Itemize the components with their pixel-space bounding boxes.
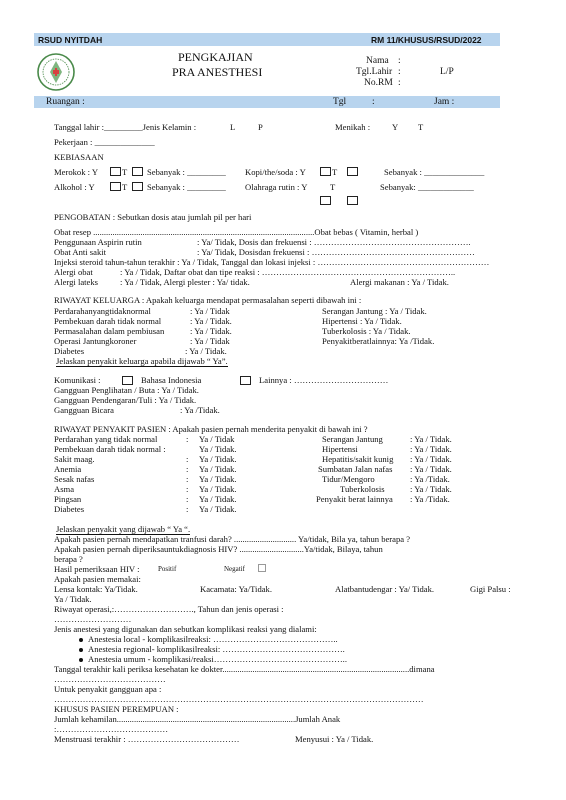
- perempuan-heading: KHUSUS PASIEN PEREMPUAN :: [54, 704, 179, 714]
- form-code: RM 11/KHUSUS/RSUD/2022: [371, 35, 482, 45]
- tgl-lahir-label: Tgl.Lahir: [356, 67, 393, 77]
- no-rm-colon: :: [398, 78, 401, 88]
- tgl-label: Tgl: [333, 97, 347, 107]
- rp-left-value: Ya / Tidak.: [199, 504, 237, 514]
- rk-jelaskan: Jelaskan penyakit keluarga apabila dijawab “ Ya”.: [56, 356, 228, 366]
- rp-right-value: : Ya /Tidak.: [410, 494, 450, 504]
- hospital-name: RSUD NYITDAH: [38, 35, 103, 45]
- nama-label: Nama: [366, 56, 389, 66]
- ruangan-label: Ruangan :: [46, 97, 85, 107]
- berapa-label: berapa ?: [54, 554, 83, 564]
- merokok-t: T: [122, 167, 128, 177]
- tanggal-lahir-field: Tanggal lahir :_________Jenis Kelamin :: [54, 122, 197, 132]
- rp-left-label: Pembekuan darah tidak normal :: [54, 444, 166, 454]
- rp-right-value: : Ya / Tidak.: [410, 434, 452, 444]
- alkohol-t-checkbox[interactable]: [132, 182, 143, 191]
- rp-left-label: Perdarahan yang tidak normal: [54, 434, 158, 444]
- tgl-colon: :: [372, 97, 375, 107]
- menikah-t: T: [418, 122, 424, 132]
- operasi-dots: ………………………: [54, 614, 132, 624]
- gigi-palsu: Gigi Palsu :: [470, 584, 511, 594]
- rp-right-value: : Ya / Tidak.: [410, 464, 452, 474]
- kacamata: Kacamata: Ya/Tidak.: [200, 584, 273, 594]
- rp-right-label: Penyakit berat lainnya: [316, 494, 393, 504]
- rp-right-label: Tidur/Mengoro: [322, 474, 375, 484]
- rk-left-value: : Ya / Tidak: [190, 306, 230, 316]
- jenis-anestesi: Jenis anestesi yang digunakan dan sebutkan komplikasi reaksi yang dialami:: [54, 624, 317, 634]
- kopi-t: T: [332, 167, 338, 177]
- merokok-sebanyak: Sebanyak : _________: [147, 167, 226, 177]
- alkohol-t: T: [122, 182, 128, 192]
- rp-left-colon: :: [186, 494, 189, 504]
- rk-left-value: : Ya / Tidak.: [185, 346, 227, 356]
- hiv-negatif-checkbox[interactable]: [258, 564, 266, 572]
- title-line2: PRA ANESTHESI: [172, 65, 263, 79]
- memakai-label: Apakah pasien memakai:: [54, 574, 141, 584]
- pengobatan-heading: PENGOBATAN : Sebutkan dosis atau jumlah pil per hari: [54, 212, 252, 222]
- riwayat-operasi: Riwayat operasi,:………………………., Tahun dan jenis operasi :: [54, 604, 284, 614]
- no-rm-label: No.RM: [364, 78, 393, 88]
- rk-left-value: : Ya / Tidak.: [190, 326, 232, 336]
- obat-resep: Obat resep .......................................................................................................Obat bebas ( Vitamin, herbal ): [54, 227, 419, 237]
- rp-left-label: Asma: [54, 484, 75, 494]
- jam-label: Jam :: [434, 97, 455, 107]
- rp-right-label: Serangan Jantung: [322, 434, 383, 444]
- rp-right-label: Sumbatan Jalan nafas: [318, 464, 393, 474]
- alat-bantu-dengar: Alatbantudengar : Ya/ Tidak.: [335, 584, 435, 594]
- hospital-logo-icon: [36, 52, 76, 92]
- rk-left-label: Permasalahan dalam pembiusan: [54, 326, 165, 336]
- kopi-label: Kopi/the/soda : Y: [245, 167, 306, 177]
- rp-left-colon: :: [186, 464, 189, 474]
- bullet-icon: [79, 638, 83, 642]
- rp-right-value: : Ya / Tidak.: [410, 444, 452, 454]
- rp-left-value: Ya / Tidak.: [199, 454, 237, 464]
- rp-left-colon: :: [186, 484, 189, 494]
- rp-left-label: Pingsan: [54, 494, 82, 504]
- tanggal-periksa: Tanggal terakhir kali periksa kesehatan ke dokter.......................................................................................dimana: [54, 664, 435, 674]
- hiv-positif: Positif: [158, 565, 177, 573]
- alergi-makanan: Alergi makanan : Ya / Tidak.: [350, 277, 449, 287]
- gangguan-bicara: Gangguan Bicara: [54, 405, 114, 415]
- menyusui: Menyusui : Ya / Tidak.: [295, 734, 374, 744]
- anestesi-umum: Anestesia umum - komplikasi/reaksi………………………………………..: [88, 654, 347, 664]
- bullet-icon: [79, 648, 83, 652]
- gangguan-pendengaran: Gangguan Pendengaran/Tuli : Ya / Tidak.: [54, 395, 197, 405]
- alergi-obat-value: : Ya / Tidak, Daftar obat dan tipe reaksi : …………………………………………………………..: [120, 267, 456, 277]
- bahasa-indonesia-label: Bahasa Indonesia: [141, 375, 202, 385]
- title-line1: PENGKAJIAN: [178, 50, 253, 64]
- bullet-icon: [79, 658, 83, 662]
- rp-right-label: Hipertensi: [322, 444, 358, 454]
- rp-left-value: Ya / Tidak.: [199, 464, 237, 474]
- menikah-y: Y: [392, 122, 399, 132]
- alergi-lateks-label: Alergi lateks: [54, 277, 98, 287]
- pekerjaan-field: Pekerjaan : ______________: [54, 137, 155, 147]
- nama-colon: :: [398, 56, 401, 66]
- gender-l: L: [230, 122, 236, 132]
- kopi-t-checkbox[interactable]: [347, 167, 358, 176]
- rp-right-value: : Ya / Tidak.: [410, 454, 452, 464]
- rp-right-label: Tuberkolosis: [340, 484, 385, 494]
- hasil-hiv-label: Hasil pemeriksaan HIV :: [54, 564, 140, 574]
- rp-left-colon: :: [186, 474, 189, 484]
- tgl-lahir-colon: :: [398, 67, 401, 77]
- steroid-line: Injeksi steroid tahun-tahun terakhir : Ya / Tidak, Tanggal dan lokasi injeksi : ……………………………………………………: [54, 257, 490, 267]
- riwayat-keluarga-heading: RIWAYAT KELUARGA : Apakah keluarga mendapat permasalahan seperti dibawah ini :: [54, 295, 362, 305]
- gigi-palsu-value: Ya / Tidak.: [54, 594, 92, 604]
- merokok-y-checkbox[interactable]: [110, 167, 121, 176]
- rp-left-value: Ya / Tidak.: [199, 494, 237, 504]
- jumlah-kehamilan: Jumlah kehamilan...................................................................................Jumlah Anak: [54, 714, 341, 724]
- alkohol-sebanyak: Sebanyak : _________: [147, 182, 226, 192]
- anti-sakit-label: Obat Anti sakit: [54, 247, 107, 257]
- rp-left-label: Diabetes: [54, 504, 85, 514]
- rk-right-item: Penyakitberatlainnya: Ya /Tidak.: [322, 336, 435, 346]
- lensa-kontak: Lensa kontak: Ya/Tidak.: [54, 584, 138, 594]
- kopi-sebanyak: Sebanyak : ______________: [384, 167, 485, 177]
- gangguan-penglihatan: Gangguan Penglihatan / Buta : Ya / Tidak.: [54, 385, 199, 395]
- jumlah-anak-dots: :…………………………………: [54, 724, 169, 734]
- rk-left-value: : Ya / Tidak: [190, 336, 230, 346]
- olahraga-label: Olahraga rutin : Y: [245, 182, 308, 192]
- alergi-obat-label: Alergi obat: [54, 267, 93, 277]
- alergi-lateks-value: : Ya / Tidak, Alergi plester : Ya/ tidak.: [120, 277, 250, 287]
- rp-left-value: Ya / Tidak.: [199, 484, 237, 494]
- aspirin-value: : Ya/ Tidak, Dosis dan frekuensi : ……………………………………………….: [197, 237, 471, 247]
- komunikasi-label: Komunikasi :: [54, 375, 101, 385]
- periksa-dots: …………………………………: [54, 674, 166, 684]
- alkohol-label: Alkohol : Y: [54, 182, 95, 192]
- tranfusi-question: Apakah pasien pernah mendapatkan tranfusi darah? ............................. Ya/tidak, Bila ya, tahun berapa ?: [54, 534, 411, 544]
- kopi-y-checkbox[interactable]: [320, 167, 331, 176]
- rk-left-label: Diabetes: [54, 346, 85, 356]
- olahraga-t-checkbox[interactable]: [347, 196, 358, 205]
- gender-p: P: [258, 122, 263, 132]
- anti-sakit-value: : Ya/ Tidak, Dosisdan frekuensi : …………………………………………………: [197, 247, 475, 257]
- rp-left-label: Sakit maag.: [54, 454, 95, 464]
- olahraga-t: T: [330, 182, 336, 192]
- lp-label: L/P: [440, 67, 454, 77]
- olahraga-y-checkbox[interactable]: [320, 196, 331, 205]
- rp-right-value: : Ya / Tidak.: [410, 484, 452, 494]
- anestesi-regional: Anestesia regional- komplikasilreaksi: …………………………………….: [88, 644, 345, 654]
- rp-left-colon: :: [186, 504, 189, 514]
- rk-left-label: Operasi Jantungkoroner: [54, 336, 137, 346]
- menikah-label: Menikah :: [335, 122, 371, 132]
- olahraga-sebanyak: Sebanyak: _____________: [380, 182, 474, 192]
- rp-left-colon: :: [186, 434, 189, 444]
- rp-right-value: : Ya /Tidak.: [410, 474, 450, 484]
- rk-left-label: Perdarahanyangtidaknormal: [54, 306, 151, 316]
- gangguan-bicara-value: : Ya /Tidak.: [180, 405, 220, 415]
- rk-right-item: Serangan Jantung : Ya / Tidak.: [322, 306, 427, 316]
- ruangan-bar: [34, 96, 500, 108]
- rp-left-value: Ya / Tidak.: [199, 474, 237, 484]
- riwayat-pasien-heading: RIWAYAT PENYAKIT PASIEN : Apakah pasien pernah menderita penyakit di bawah ini ?: [54, 424, 368, 434]
- rk-right-item: Hipertensi : Ya / Tidak.: [322, 316, 402, 326]
- hiv-question: Apakah pasien pernah diperiksauntukdiagnosis HIV? ..............................Ya/tidak, Bilaya, tahun: [54, 544, 383, 554]
- rp-left-value: Ya / Tidak: [199, 434, 235, 444]
- rp-left-label: Anemia: [54, 464, 82, 474]
- hiv-negatif: Negatif: [224, 565, 245, 573]
- jelaskan-penyakit: Jelaskan penyakit yang dijawab “ Ya “.: [56, 524, 191, 534]
- aspirin-label: Penggunaan Aspirin rutin: [54, 237, 142, 247]
- rp-right-label: Hepatitis/sakit kunig: [322, 454, 394, 464]
- rp-left-label: Sesak nafas: [54, 474, 95, 484]
- rp-left-value: Ya / Tidak.: [199, 444, 237, 454]
- bahasa-indonesia-checkbox[interactable]: [122, 376, 133, 385]
- rk-left-label: Pembekuan darah tidak normal: [54, 316, 162, 326]
- alkohol-y-checkbox[interactable]: [110, 182, 121, 191]
- gangguan-apa: Untuk penyakit gangguan apa :: [54, 684, 162, 694]
- menstruasi-terakhir: Menstruasi terakhir : …………………………………: [54, 734, 240, 744]
- gangguan-dots: …………………………………………………………………………………………………………………: [54, 694, 424, 704]
- rk-left-value: : Ya / Tidak.: [190, 316, 232, 326]
- rk-right-item: Tuberkolosis : Ya / Tidak.: [322, 326, 411, 336]
- kebiasaan-heading: KEBIASAAN: [54, 152, 104, 162]
- merokok-t-checkbox[interactable]: [132, 167, 143, 176]
- rp-left-colon: :: [186, 454, 189, 464]
- merokok-label: Merokok : Y: [54, 167, 99, 177]
- anestesi-local: Anestesia local - komplikasilreaksi: ……………………………………..: [88, 634, 338, 644]
- lainnya-field: Lainnya : ……………………………: [259, 375, 389, 385]
- lainnya-checkbox[interactable]: [240, 376, 251, 385]
